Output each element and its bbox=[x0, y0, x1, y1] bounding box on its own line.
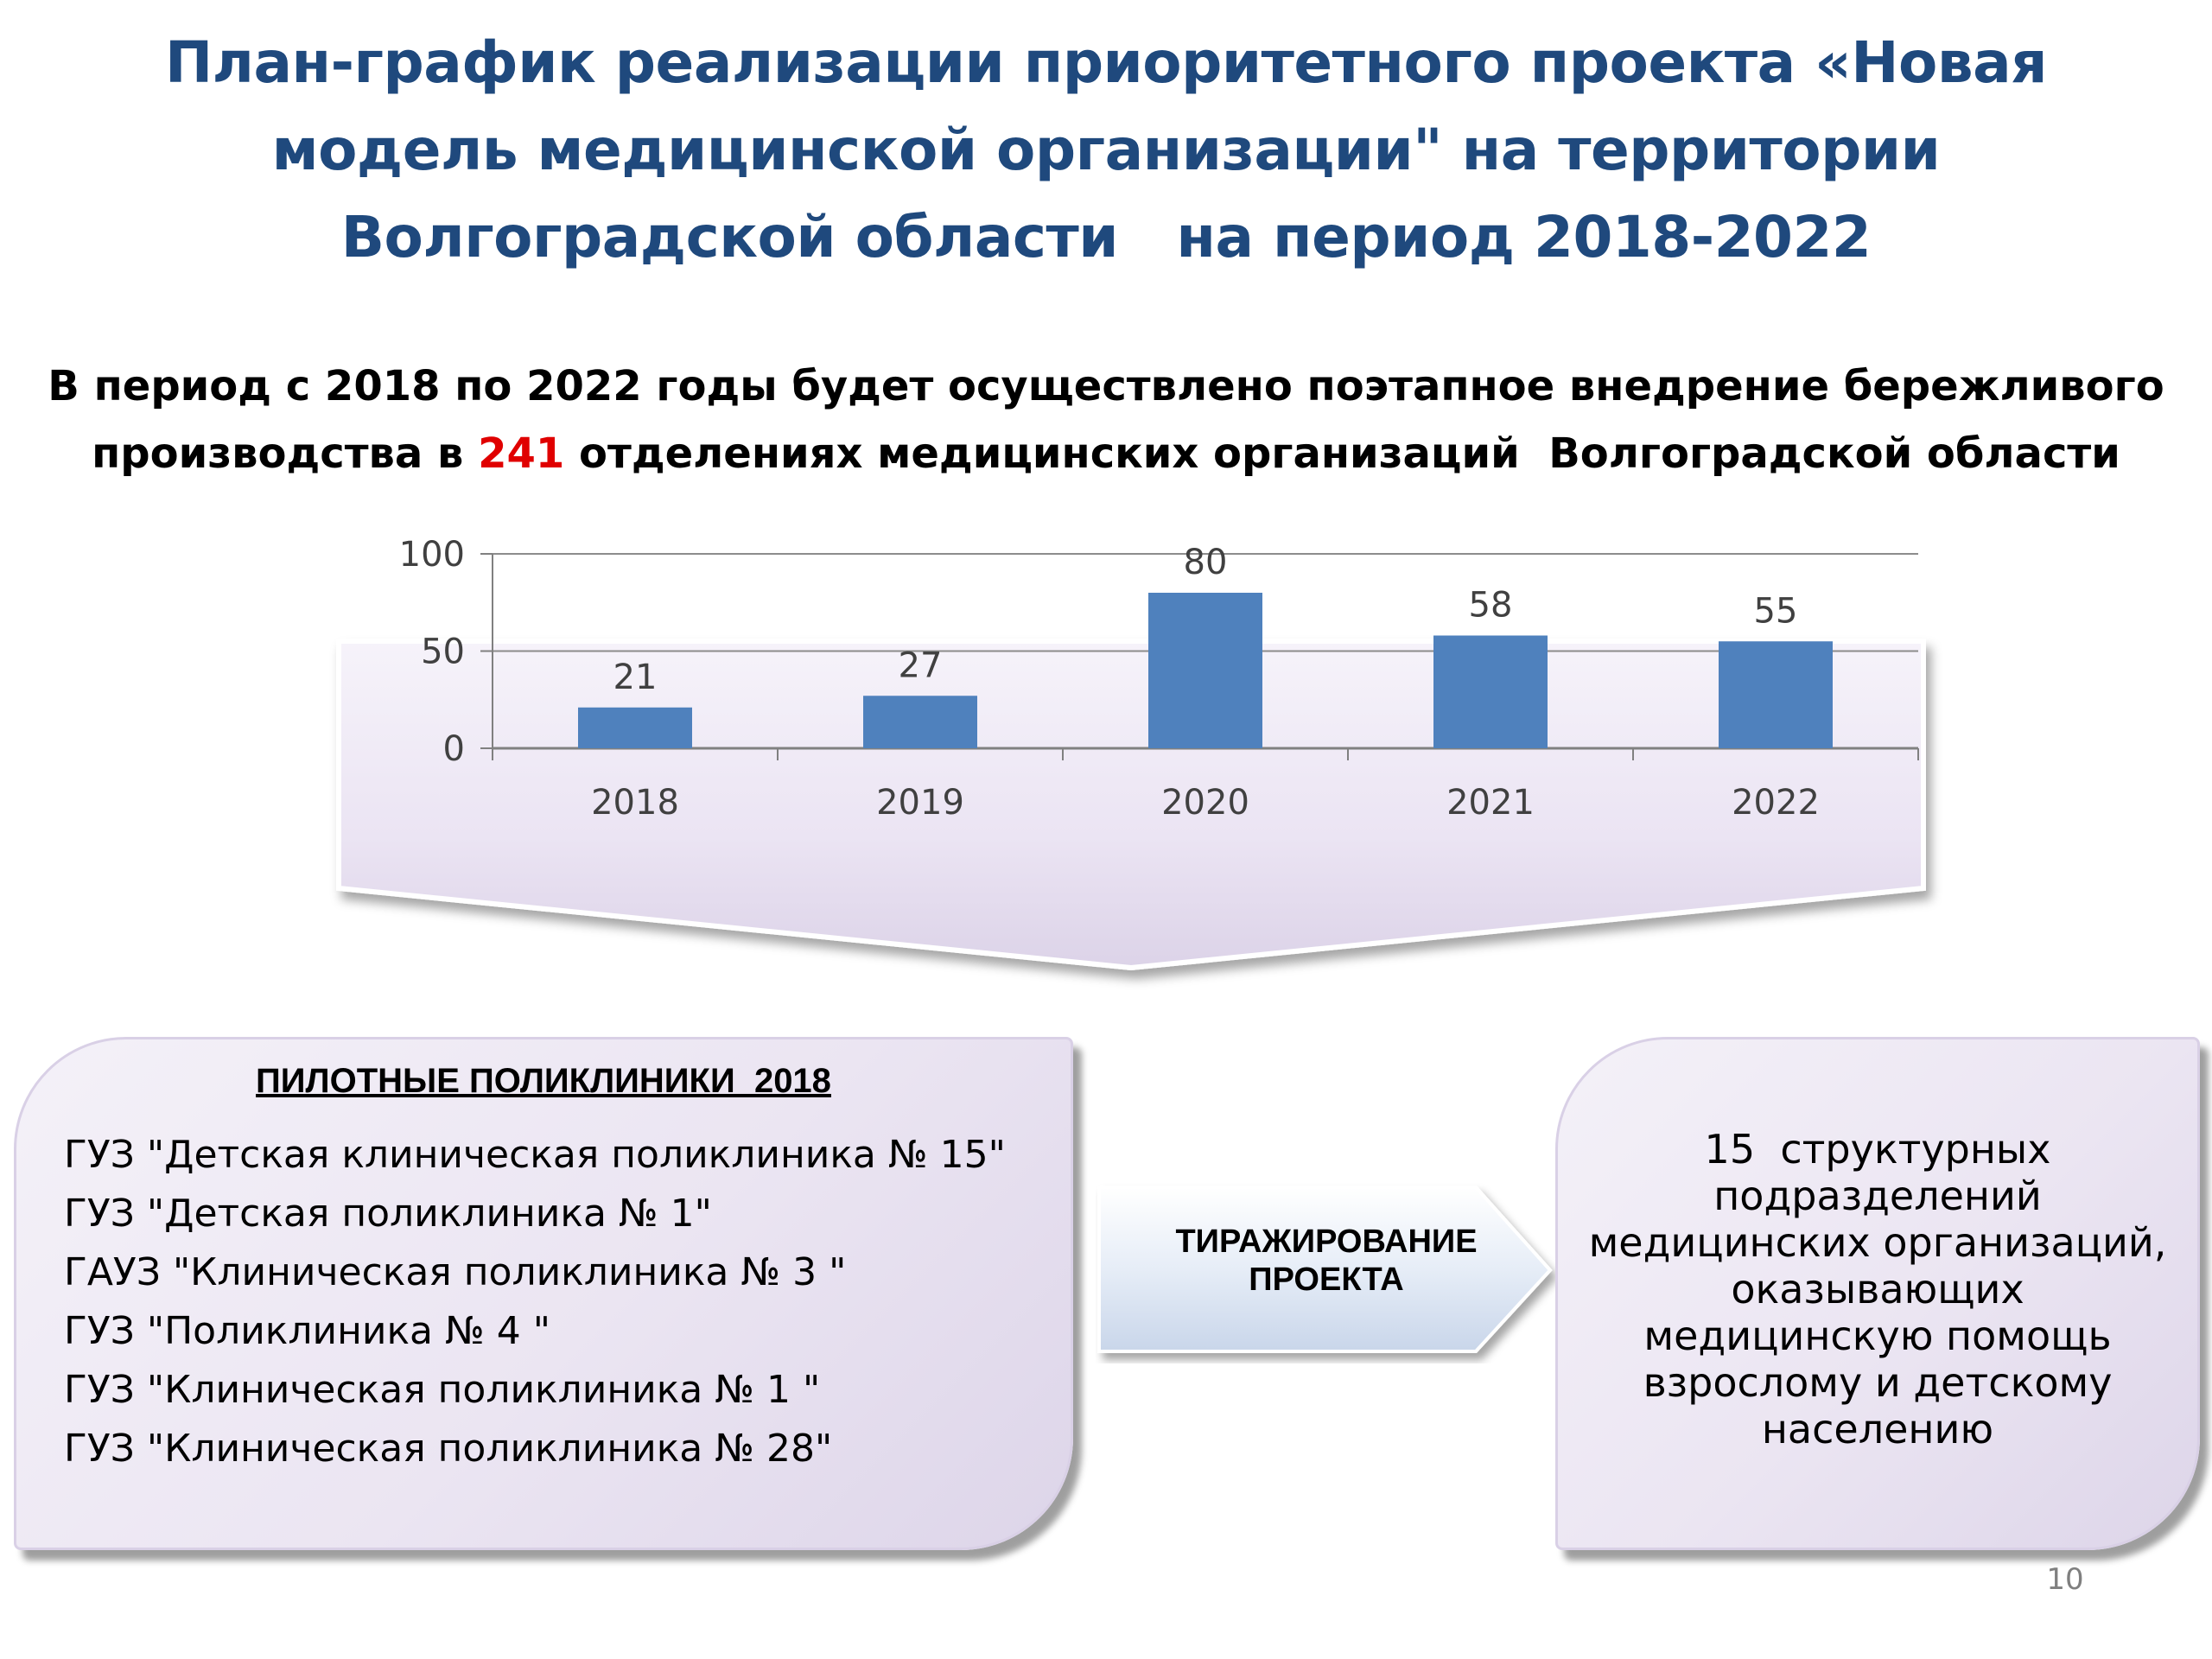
data-label-2018: 21 bbox=[613, 657, 658, 697]
title-line: модель медицинской организации" на территории bbox=[271, 117, 1941, 183]
x-tick-label-2021: 2021 bbox=[1446, 783, 1535, 823]
x-tick-label-2020: 2020 bbox=[1161, 783, 1249, 823]
y-tick-label: 50 bbox=[421, 632, 465, 672]
x-tick-label-2019: 2019 bbox=[876, 783, 964, 823]
summary-text-after: отделениях медицинских организаций Волгоградской области bbox=[564, 429, 2120, 478]
pilot-clinics-list bbox=[64, 1126, 1006, 1478]
replication-label-line: ПРОЕКТА bbox=[1249, 1262, 1404, 1298]
data-label-2022: 55 bbox=[1753, 591, 1798, 632]
title-line: Волгоградской области на период 2018-2022 bbox=[340, 204, 1872, 270]
departments-count: 241 bbox=[478, 429, 565, 478]
list-item: ГАУЗ "Клиническая поликлиника № 3 " bbox=[64, 1250, 847, 1294]
bar-2018 bbox=[578, 708, 692, 748]
page-number: 10 bbox=[2046, 1562, 2084, 1597]
result-line: взрослому и детскому bbox=[1643, 1359, 2113, 1406]
y-tick-label: 100 bbox=[398, 535, 465, 575]
bar-2020 bbox=[1148, 593, 1262, 748]
list-item: ГУЗ "Клиническая поликлиника № 1 " bbox=[64, 1368, 821, 1412]
result-text bbox=[1575, 1126, 2180, 1452]
y-tick-label: 0 bbox=[442, 729, 465, 769]
bar-2022 bbox=[1719, 641, 1833, 748]
replication-label bbox=[1123, 1223, 1529, 1299]
data-label-2019: 27 bbox=[898, 645, 943, 686]
result-line: медицинскую помощь bbox=[1643, 1313, 2112, 1359]
pilot-clinics-panel bbox=[14, 1037, 1073, 1550]
title-line: План-график реализации приоритетного проекта «Новая bbox=[164, 29, 2048, 96]
result-line: оказывающих bbox=[1731, 1266, 2024, 1313]
chart-arrow-background bbox=[339, 641, 1923, 968]
replication-label-line: ТИРАЖИРОВАНИЕ bbox=[1175, 1224, 1478, 1260]
x-tick-label-2022: 2022 bbox=[1732, 783, 1820, 823]
list-item: ГУЗ "Детская клиническая поликлиника № 15" bbox=[64, 1133, 1006, 1177]
bar-2019 bbox=[863, 696, 977, 748]
list-item: ГУЗ "Детская поликлиника № 1" bbox=[64, 1192, 712, 1236]
list-item: ГУЗ "Клиническая поликлиника № 28" bbox=[64, 1427, 833, 1471]
data-label-2020: 80 bbox=[1183, 543, 1228, 582]
x-tick-label-2018: 2018 bbox=[591, 783, 679, 823]
summary-line-1: В период с 2018 по 2022 годы будет осуществлено поэтапное внедрение бережливого bbox=[48, 362, 2164, 410]
result-line: медицинских организаций, bbox=[1588, 1219, 2167, 1266]
list-item: ГУЗ "Поликлиника № 4 " bbox=[64, 1309, 550, 1353]
pilot-clinics-title: ПИЛОТНЫЕ ПОЛИКЛИНИКИ 2018 bbox=[256, 1062, 831, 1100]
data-label-2021: 58 bbox=[1468, 585, 1513, 626]
bar-2021 bbox=[1433, 636, 1548, 749]
result-line: населению bbox=[1761, 1406, 1994, 1452]
summary-text-before: производства в bbox=[92, 429, 479, 478]
result-panel bbox=[1555, 1037, 2200, 1550]
result-line: подразделений bbox=[1713, 1173, 2042, 1219]
result-line: 15 структурных bbox=[1704, 1126, 2051, 1173]
